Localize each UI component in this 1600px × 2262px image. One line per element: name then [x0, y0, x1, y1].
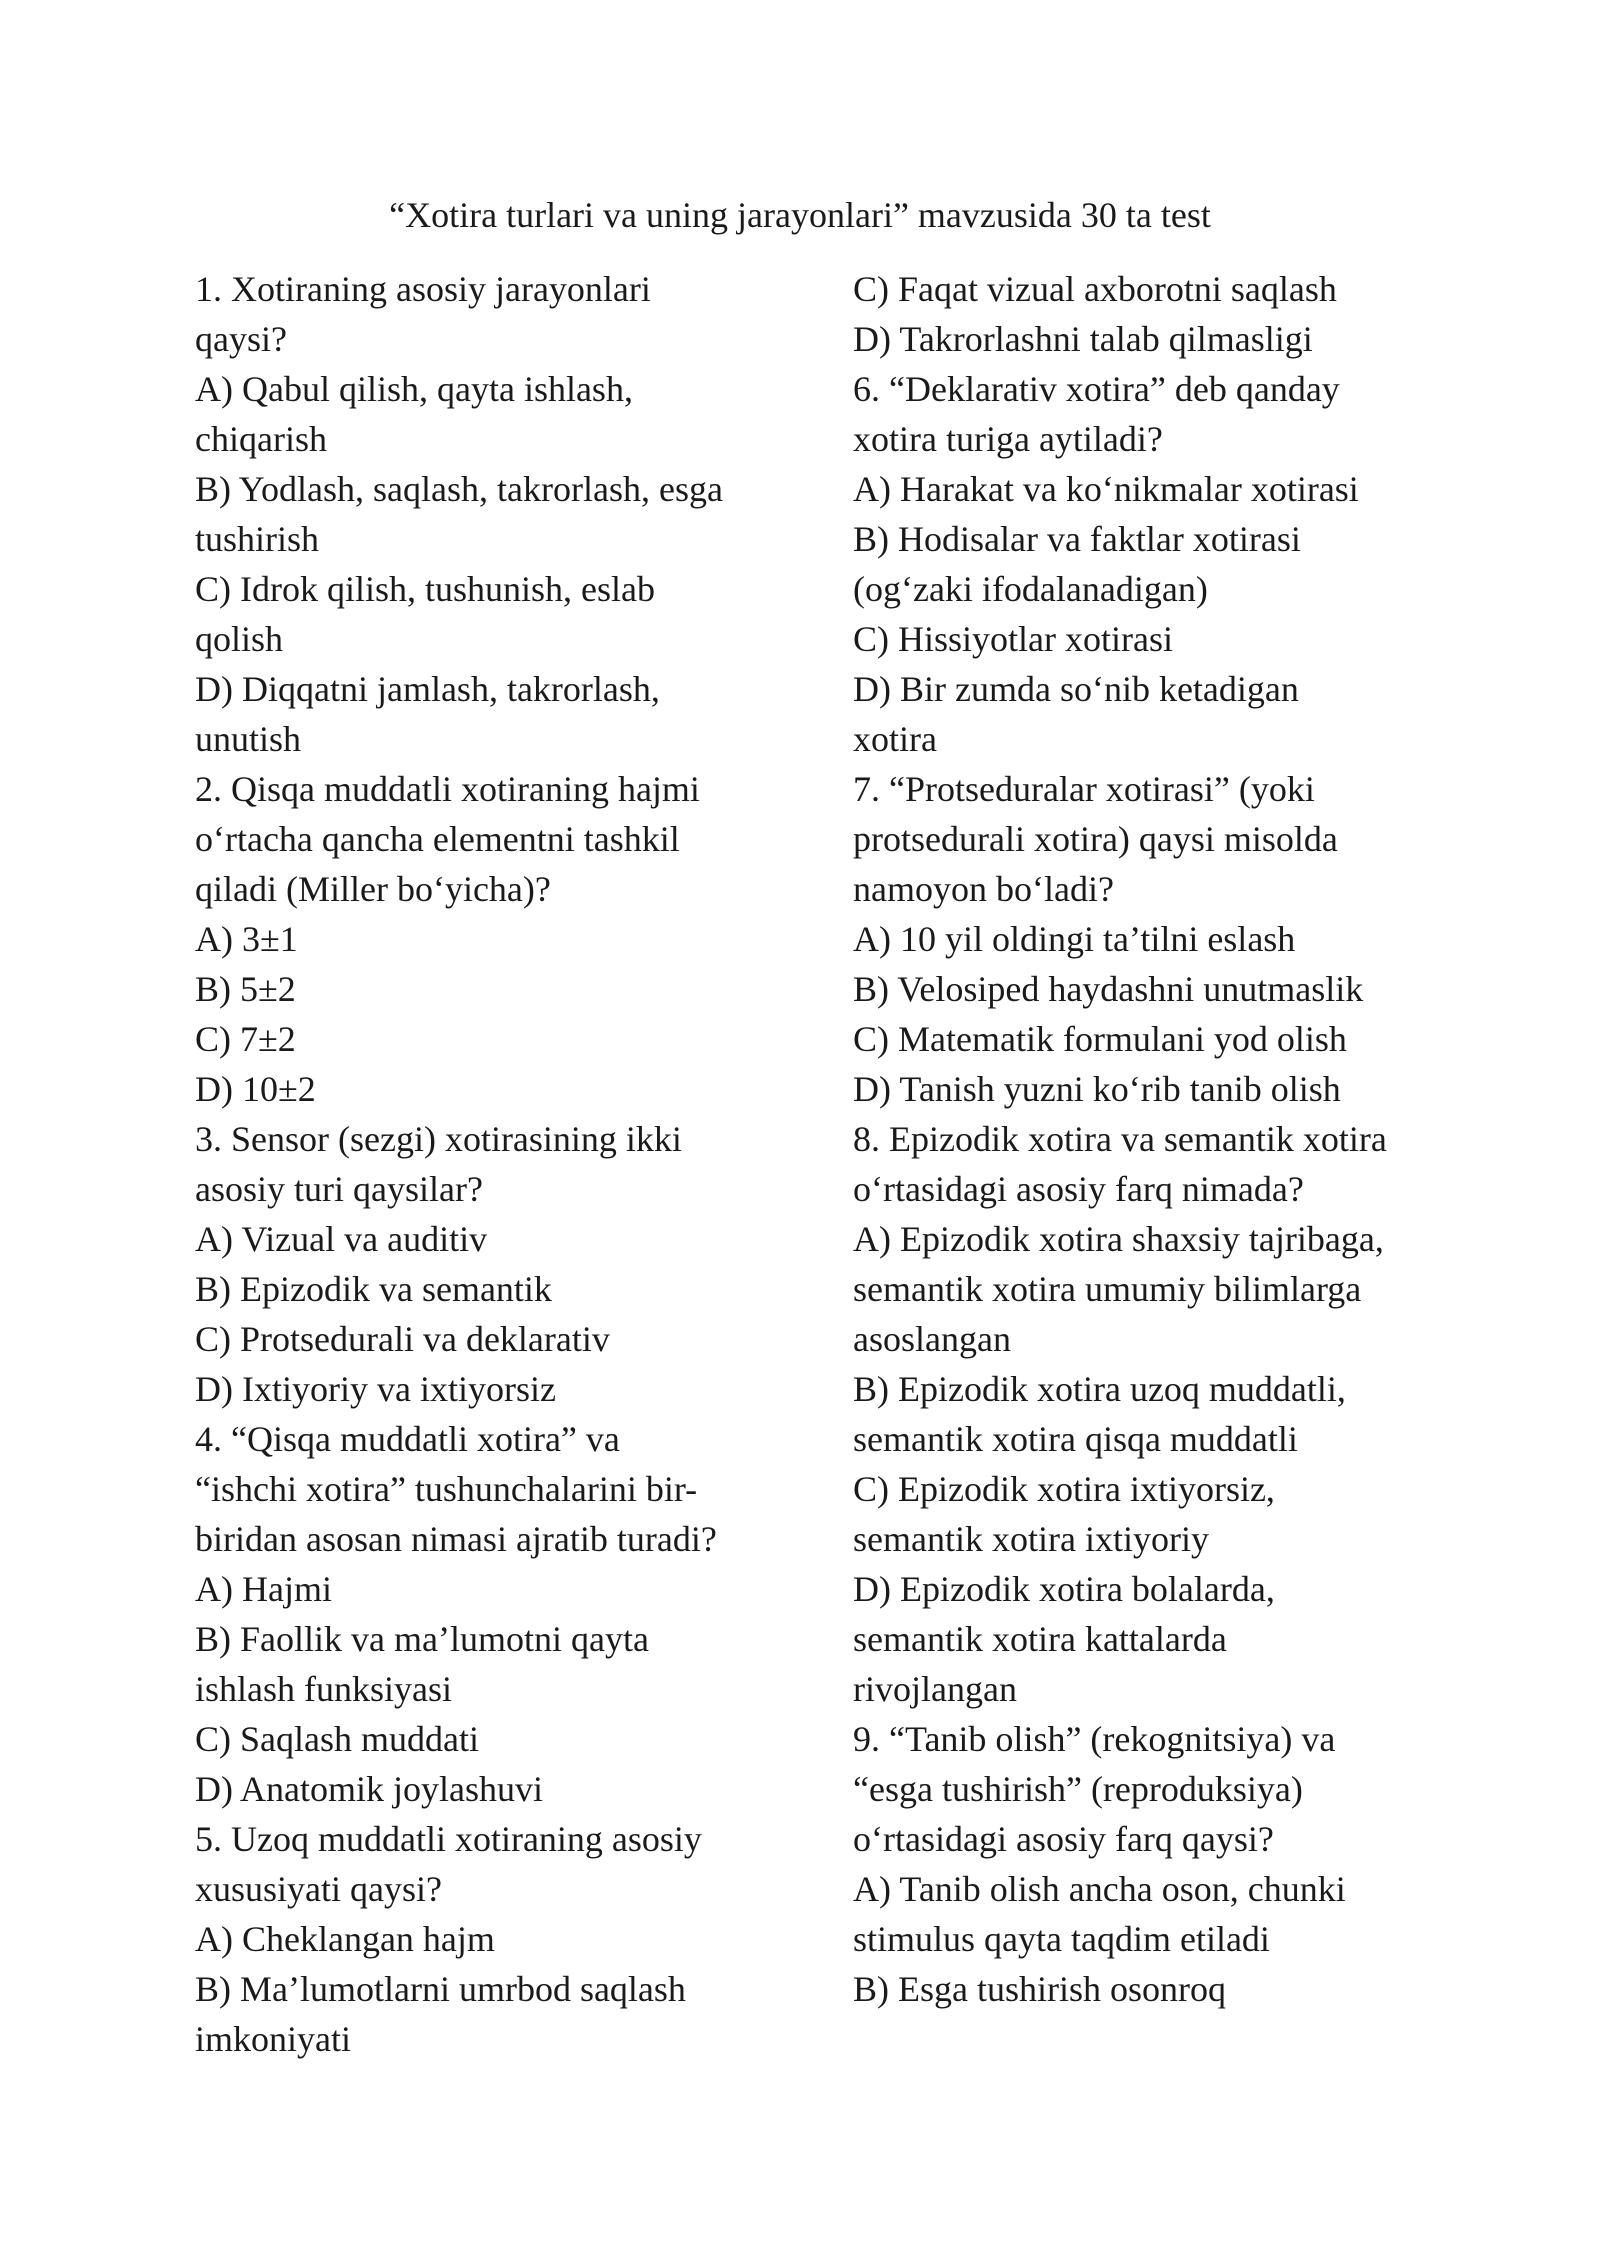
- text-line: B) Ma’lumotlarni umrbod saqlash: [195, 1969, 686, 2009]
- text-line: B) Yodlash, saqlash, takrorlash, esga: [195, 469, 723, 509]
- text-line: A) Epizodik xotira shaxsiy tajribaga,: [853, 1219, 1384, 1259]
- text-line: semantik xotira qisqa muddatli: [853, 1419, 1298, 1459]
- text-line: (og‘zaki ifodalanadigan): [853, 569, 1208, 609]
- text-line: 2. Qisqa muddatli xotiraning hajmi: [195, 769, 700, 809]
- text-line: A) Vizual va auditiv: [195, 1219, 488, 1259]
- text-line: namoyon bo‘ladi?: [853, 869, 1114, 909]
- text-line: tushirish: [195, 519, 320, 559]
- text-line: o‘rtasidagi asosiy farq qaysi?: [853, 1819, 1274, 1859]
- text-line: qolish: [195, 619, 284, 659]
- text-line: B) 5±2: [195, 969, 296, 1009]
- text-line: qaysi?: [195, 319, 287, 359]
- text-line: stimulus qayta taqdim etiladi: [853, 1919, 1270, 1959]
- text-line: B) Hodisalar va faktlar xotirasi: [853, 519, 1301, 559]
- text-line: o‘rtacha qancha elementni tashkil: [195, 819, 680, 859]
- text-line: A) Qabul qilish, qayta ishlash,: [195, 369, 633, 409]
- text-line: qiladi (Miller bo‘yicha)?: [195, 869, 551, 909]
- text-line: C) Epizodik xotira ixtiyorsiz,: [853, 1469, 1275, 1509]
- text-line: A) Tanib olish ancha oson, chunki: [853, 1869, 1346, 1909]
- text-line: o‘rtasidagi asosiy farq nimada?: [853, 1169, 1304, 1209]
- text-line: chiqarish: [195, 419, 327, 459]
- text-line: D) Bir zumda so‘nib ketadigan: [853, 669, 1299, 709]
- text-line: 1. Xotiraning asosiy jarayonlari: [195, 269, 651, 309]
- text-line: B) Epizodik xotira uzoq muddatli,: [853, 1369, 1346, 1409]
- text-line: xususiyati qaysi?: [195, 1869, 442, 1909]
- text-line: D) Takrorlashni talab qilmasligi: [853, 319, 1313, 359]
- text-line: C) Idrok qilish, tushunish, eslab: [195, 569, 655, 609]
- text-line: asoslangan: [853, 1319, 1011, 1359]
- text-line: 4. “Qisqa muddatli xotira” va: [195, 1419, 620, 1459]
- text-line: “esga tushirish” (reproduksiya): [853, 1769, 1303, 1809]
- text-line: 9. “Tanib olish” (rekognitsiya) va: [853, 1719, 1336, 1759]
- text-line: biridan asosan nimasi ajratib turadi?: [195, 1519, 717, 1559]
- text-line: xotira: [853, 719, 937, 759]
- text-line: 7. “Protseduralar xotirasi” (yoki: [853, 769, 1315, 809]
- right-column: [853, 264, 1433, 2014]
- text-line: B) Epizodik va semantik: [195, 1269, 552, 1309]
- text-line: B) Esga tushirish osonroq: [853, 1969, 1226, 2009]
- text-line: C) 7±2: [195, 1019, 296, 1059]
- text-line: C) Protsedurali va deklarativ: [195, 1319, 610, 1359]
- document-title: “Xotira turlari va uning jarayonlari” mavzusida 30 ta test: [389, 195, 1211, 235]
- text-line: unutish: [195, 719, 302, 759]
- text-line: semantik xotira ixtiyoriy: [853, 1519, 1209, 1559]
- left-column: [195, 264, 785, 2064]
- text-line: C) Matematik formulani yod olish: [853, 1019, 1347, 1059]
- text-line: D) Diqqatni jamlash, takrorlash,: [195, 669, 660, 709]
- text-line: D) Ixtiyoriy va ixtiyorsiz: [195, 1369, 556, 1409]
- text-line: A) Harakat va ko‘nikmalar xotirasi: [853, 469, 1359, 509]
- text-line: 6. “Deklarativ xotira” deb qanday: [853, 369, 1340, 409]
- text-line: A) 3±1: [195, 919, 298, 959]
- text-line: B) Velosiped haydashni unutmaslik: [853, 969, 1364, 1009]
- text-line: C) Faqat vizual axborotni saqlash: [853, 269, 1337, 309]
- text-line: A) 10 yil oldingi ta’tilni eslash: [853, 919, 1296, 959]
- text-line: rivojlangan: [853, 1669, 1017, 1709]
- text-line: imkoniyati: [195, 2019, 351, 2059]
- text-line: B) Faollik va ma’lumotni qayta: [195, 1619, 649, 1659]
- text-line: 5. Uzoq muddatli xotiraning asosiy: [195, 1819, 702, 1859]
- text-line: xotira turiga aytiladi?: [853, 419, 1163, 459]
- text-line: 3. Sensor (sezgi) xotirasining ikki: [195, 1119, 682, 1159]
- text-line: “ishchi xotira” tushunchalarini bir-: [195, 1469, 698, 1509]
- text-line: semantik xotira kattalarda: [853, 1619, 1227, 1659]
- text-line: 8. Epizodik xotira va semantik xotira: [853, 1119, 1387, 1159]
- text-line: protsedurali xotira) qaysi misolda: [853, 819, 1338, 859]
- text-line: asosiy turi qaysilar?: [195, 1169, 483, 1209]
- text-line: A) Hajmi: [195, 1569, 332, 1609]
- text-line: C) Saqlash muddati: [195, 1719, 479, 1759]
- text-line: A) Cheklangan hajm: [195, 1919, 495, 1959]
- text-line: D) Epizodik xotira bolalarda,: [853, 1569, 1275, 1609]
- text-line: semantik xotira umumiy bilimlarga: [853, 1269, 1362, 1309]
- text-line: D) 10±2: [195, 1069, 316, 1109]
- text-line: D) Tanish yuzni ko‘rib tanib olish: [853, 1069, 1341, 1109]
- text-line: ishlash funksiyasi: [195, 1669, 452, 1709]
- text-line: D) Anatomik joylashuvi: [195, 1769, 543, 1809]
- text-line: C) Hissiyotlar xotirasi: [853, 619, 1173, 659]
